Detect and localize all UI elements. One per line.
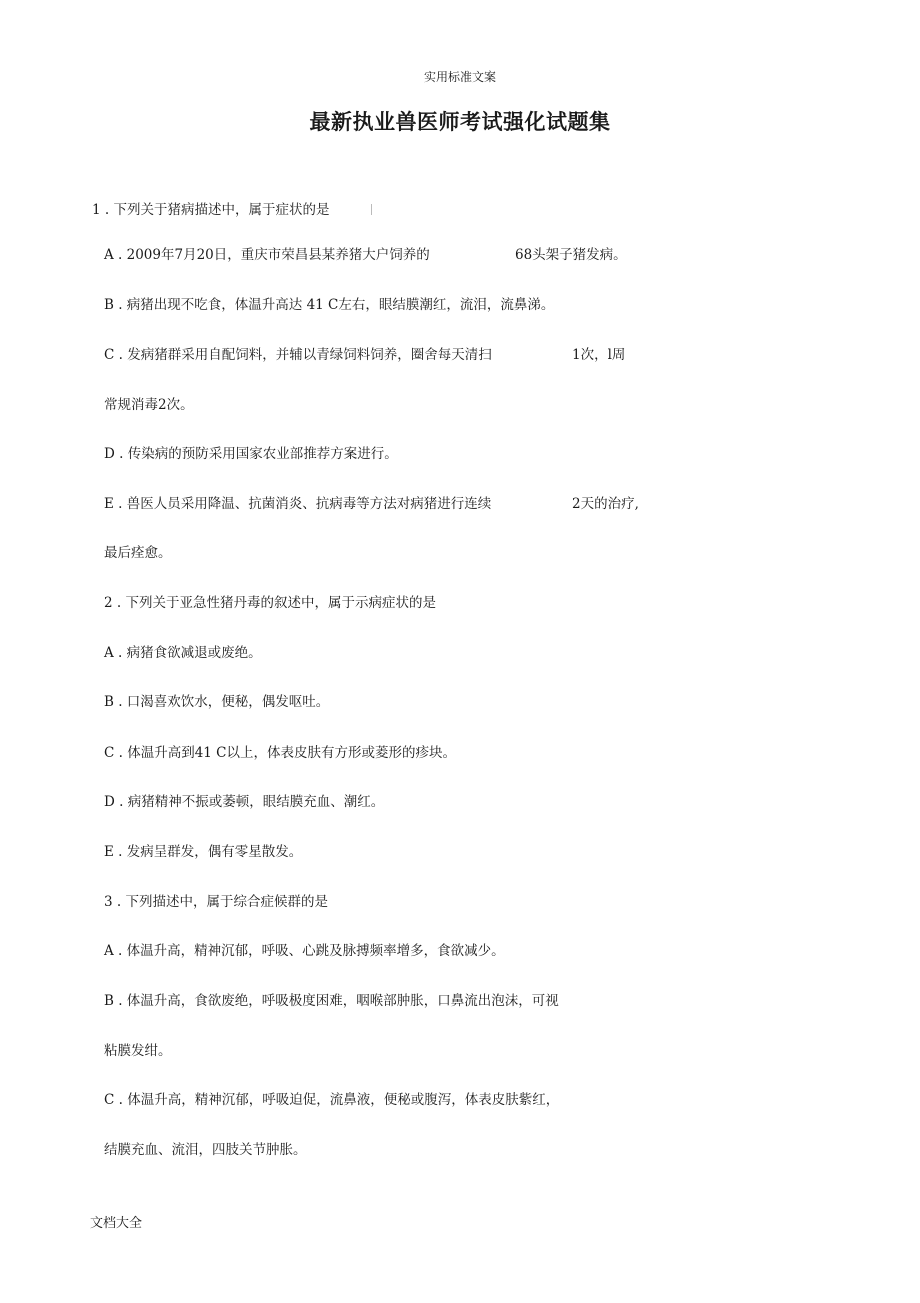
q1-option-e-line2: 最后痊愈。 — [104, 545, 172, 561]
q2-option-c: C . 体温升高到41 C以上，体表皮肤有方形或菱形的疹块。 — [104, 745, 457, 761]
cursor-mark — [371, 204, 372, 215]
page-footer: 文档大全 — [90, 1216, 143, 1231]
q2-option-a: A . 病猪食欲减退或废绝。 — [104, 645, 262, 661]
q3-option-c-line2: 结膜充血、流泪，四肢关节肿胀。 — [104, 1142, 307, 1158]
q3-option-b-line2: 粘膜发绀。 — [104, 1043, 172, 1059]
q3-option-b: B . 体温升高，食欲废绝，呼吸极度困难，咽喉部肿胀，口鼻流出泡沫，可视 — [104, 993, 559, 1009]
page-header: 实用标准文案 — [423, 70, 496, 84]
question-3: 3 . 下列描述中，属于综合症候群的是 — [104, 894, 328, 910]
q2-option-e: E . 发病呈群发，偶有零星散发。 — [104, 844, 303, 860]
q1-option-e: E . 兽医人员采用降温、抗菌消炎、抗病毒等方法对病猪进行连续 — [104, 496, 492, 512]
q1-option-d: D . 传染病的预防采用国家农业部推荐方案进行。 — [104, 446, 398, 462]
q1-option-e-cont: 2天的治疗, — [572, 496, 639, 512]
question-1: 1 . 下列关于猪病描述中，属于症状的是 — [92, 202, 330, 218]
document-title: 最新执业兽医师考试强化试题集 — [309, 110, 611, 134]
q2-option-d: D . 病猪精神不振或萎顿，眼结膜充血、潮红。 — [104, 794, 385, 810]
q1-option-c-line2: 常规消毒2次。 — [104, 397, 194, 413]
q1-option-c-cont: 1次，l周 — [572, 347, 626, 363]
question-2: 2 . 下列关于亚急性猪丹毒的叙述中，属于示病症状的是 — [104, 595, 436, 611]
q2-option-b: B . 口渴喜欢饮水，便秘，偶发呕吐。 — [104, 694, 330, 710]
q3-option-c: C . 体温升高，精神沉郁，呼吸迫促，流鼻液，便秘或腹泻，体表皮肤紫红， — [104, 1092, 560, 1108]
q1-option-a-cont: 68头架子猪发病。 — [515, 247, 627, 263]
q1-option-a: A . 2009年7月20日，重庆市荣昌县某养猪大户饲养的 — [104, 247, 430, 263]
q1-option-b: B . 病猪出现不吃食，体温升高达 41 C左右，眼结膜潮红，流泪，流鼻涕。 — [104, 297, 555, 313]
q1-option-c: C . 发病猪群采用自配饲料，并辅以青绿饲料饲养，圈舍每天清扫 — [104, 347, 492, 363]
q3-option-a: A . 体温升高，精神沉郁，呼吸、心跳及脉搏频率增多，食欲减少。 — [104, 943, 505, 959]
